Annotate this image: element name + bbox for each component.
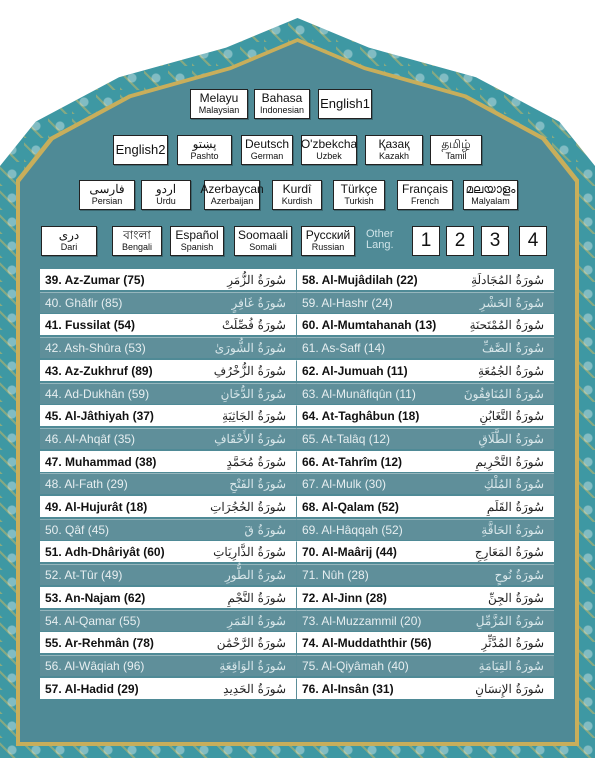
table-row xyxy=(40,496,554,517)
page-number-button[interactable]: 2 xyxy=(446,226,474,256)
surah-arabic-title: سُورَةُ الدُّخَانِ xyxy=(220,386,286,401)
surah-name: 39. Az-Zumar (75) xyxy=(45,273,145,287)
surah-name: 73. Al-Muzzammil (20) xyxy=(302,613,422,628)
surah-name: 46. Al-Ahqâf (35) xyxy=(45,431,136,446)
surah-name: 43. Az-Zukhruf (89) xyxy=(45,363,153,378)
surah-arabic-title: سُورَةُ المَعَارِجِ xyxy=(474,545,544,560)
language-english-name: Dari xyxy=(60,242,78,253)
language-native-name: O'zbekcha xyxy=(300,137,358,152)
surah-entry[interactable] xyxy=(297,587,554,608)
surah-arabic-title: سُورَةُ المُدَّثِّرِ xyxy=(481,636,544,651)
surah-name: 42. Ash-Shûra (53) xyxy=(45,341,146,356)
surah-name: 45. Al-Jâthiyah (37) xyxy=(45,409,154,424)
table-row xyxy=(40,292,554,313)
surah-arabic-title: سُورَةُ الإِنسَانِ xyxy=(475,681,544,696)
surah-arabic-title: سُورَةُ الحَشْرِ xyxy=(479,295,544,310)
surah-entry[interactable] xyxy=(40,383,297,404)
language-button[interactable] xyxy=(333,180,385,210)
language-native-name: Русский xyxy=(305,228,351,243)
language-button[interactable] xyxy=(113,135,168,165)
surah-entry[interactable] xyxy=(40,269,297,290)
surah-name: 44. Ad-Dukhân (59) xyxy=(45,386,150,401)
language-button[interactable] xyxy=(234,226,292,256)
language-button[interactable] xyxy=(254,89,310,119)
table-row xyxy=(40,632,554,653)
surah-arabic-title: سُورَةُ المُجَادلَةِ xyxy=(471,273,544,287)
surah-arabic-title: سُورَةُ الذَّارِيَاتِ xyxy=(213,545,286,560)
language-native-name: دری xyxy=(58,228,80,243)
table-row xyxy=(40,428,554,449)
surah-name: 51. Adh-Dhâriyât (60) xyxy=(45,545,165,560)
language-native-name: پښتو xyxy=(192,137,217,152)
language-english-name: Persian xyxy=(91,196,123,207)
surah-arabic-title: سُورَةُ الوَاقِعَةِ xyxy=(219,658,286,673)
surah-entry[interactable] xyxy=(40,610,297,631)
language-button[interactable] xyxy=(272,180,322,210)
table-row xyxy=(40,519,554,540)
surah-name: 47. Muhammad (38) xyxy=(45,454,157,469)
surah-entry[interactable] xyxy=(40,587,297,608)
surah-name: 54. Al-Qamar (55) xyxy=(45,613,141,628)
language-native-name: Français xyxy=(401,182,448,197)
language-button[interactable] xyxy=(112,226,162,256)
surah-arabic-title: سُورَةُ الصَّفِّ xyxy=(482,341,544,356)
surah-arabic-title: سُورَةُ الحَاقَّةِ xyxy=(481,522,544,537)
language-english-name: Indonesian xyxy=(259,105,305,116)
surah-name: 58. Al-Mujâdilah (22) xyxy=(302,273,418,287)
page-number-button[interactable]: 4 xyxy=(519,226,547,256)
surah-name: 55. Ar-Rehmân (78) xyxy=(45,636,154,651)
table-row xyxy=(40,473,554,494)
language-english-name: French xyxy=(410,196,439,207)
surah-arabic-title: سُورَةُ نُوحٍ xyxy=(494,568,544,583)
language-button[interactable] xyxy=(463,180,518,210)
surah-entry[interactable] xyxy=(297,314,554,335)
table-row xyxy=(40,269,554,290)
language-button[interactable] xyxy=(177,135,232,165)
surah-arabic-title: سُورَةُ قٓ xyxy=(244,522,286,537)
surah-arabic-title: سُورَةُ التَّغَابُنِ xyxy=(479,409,544,424)
table-row xyxy=(40,564,554,585)
surah-arabic-title: سُورَةُ الجَاثِيَةِ xyxy=(222,409,286,424)
surah-arabic-title: سُورَةُ القَلَمِ xyxy=(486,500,544,514)
surah-arabic-title: سُورَةُ المُزَّمِّلِ xyxy=(475,613,544,628)
surah-name: 61. As-Saff (14) xyxy=(302,341,386,356)
language-button[interactable] xyxy=(365,135,423,165)
surah-name: 68. Al-Qalam (52) xyxy=(302,500,399,514)
surah-entry[interactable] xyxy=(297,519,554,540)
language-button[interactable] xyxy=(318,89,372,119)
language-english-name: Kazakh xyxy=(378,151,410,162)
language-native-name: Türkçe xyxy=(340,182,378,197)
surah-entry[interactable] xyxy=(297,496,554,517)
language-english-name: Tamil xyxy=(445,151,467,162)
surah-arabic-title: سُورَةُ الزُّخْرُفِ xyxy=(213,363,286,378)
language-native-name: اردو xyxy=(155,182,177,197)
language-button[interactable] xyxy=(200,180,264,210)
surah-entry[interactable] xyxy=(40,405,297,426)
surah-arabic-title: سُورَةُ المُمْتَحنَةِ xyxy=(469,318,544,333)
surah-entry[interactable] xyxy=(297,678,554,699)
surah-arabic-title: سُورَةُ القَمَرِ xyxy=(227,613,286,628)
language-english-name: Russian xyxy=(311,242,345,253)
language-native-name: বাংলা xyxy=(123,228,151,243)
language-button[interactable] xyxy=(41,226,97,256)
other-languages-label xyxy=(366,229,406,255)
surah-name: 48. Al-Fath (29) xyxy=(45,477,128,492)
table-row xyxy=(40,314,554,335)
surah-name: 57. Al-Hadid (29) xyxy=(45,681,139,696)
language-native-name: Español xyxy=(175,228,219,243)
surah-arabic-title: سُورَةُ الجِنِّ xyxy=(487,590,544,605)
language-native-name: English2 xyxy=(115,142,166,158)
surah-name: 53. An-Najam (62) xyxy=(45,590,146,605)
surah-entry[interactable] xyxy=(40,655,297,676)
language-english-name: Malyalam xyxy=(471,196,510,207)
surah-name: 71. Nûh (28) xyxy=(302,568,369,583)
table-row xyxy=(40,610,554,631)
surah-name: 52. At-Tûr (49) xyxy=(45,568,123,583)
language-button[interactable] xyxy=(79,180,135,210)
surah-entry[interactable] xyxy=(40,428,297,449)
surah-entry[interactable] xyxy=(40,473,297,494)
language-native-name: فارسی xyxy=(89,182,125,197)
surah-entry[interactable] xyxy=(40,337,297,358)
surah-name: 67. Al-Mulk (30) xyxy=(302,477,387,492)
surah-entry[interactable] xyxy=(297,655,554,676)
language-button[interactable] xyxy=(190,89,248,119)
surah-name: 69. Al-Hâqqah (52) xyxy=(302,522,403,537)
surah-name: 60. Al-Mumtahanah (13) xyxy=(302,318,437,333)
surah-arabic-title: سُورَةُ الزُّمَرِ xyxy=(227,273,286,287)
surah-arabic-title: سُورَةُ مُحَمَّدٍ xyxy=(226,454,286,469)
surah-entry[interactable] xyxy=(40,496,297,517)
language-english-name: Azerbaijan xyxy=(210,196,254,207)
surah-name: 41. Fussilat (54) xyxy=(45,318,136,333)
surah-entry[interactable] xyxy=(297,610,554,631)
table-row xyxy=(40,587,554,608)
surah-name: 62. Al-Jumuah (11) xyxy=(302,363,408,378)
table-row xyxy=(40,405,554,426)
surah-name: 63. Al-Munâfiqûn (11) xyxy=(302,386,416,401)
surah-arabic-title: سُورَةُ الطُّورِ xyxy=(225,568,286,583)
other-label-line2: Lang. xyxy=(366,239,394,251)
surah-arabic-title: سُورَةُ فُصِّلَتْ xyxy=(221,318,286,333)
surah-entry[interactable] xyxy=(297,360,554,381)
language-native-name: Kurdî xyxy=(282,182,312,197)
surah-entry[interactable] xyxy=(297,564,554,585)
surah-entry[interactable] xyxy=(297,383,554,404)
surah-arabic-title: سُورَةُ الحُجُرَاتِ xyxy=(210,500,286,514)
table-row xyxy=(40,655,554,676)
table-row xyxy=(40,360,554,381)
language-native-name: Deutsch xyxy=(244,137,290,152)
table-row xyxy=(40,541,554,562)
surah-arabic-title: سُورَةُ الجُمُعَةِ xyxy=(477,363,544,378)
language-native-name: Azerbaycan xyxy=(200,182,264,197)
language-english-name: Urdu xyxy=(156,196,176,207)
surah-arabic-title: سُورَةُ التَّحْرِيمِ xyxy=(475,454,544,469)
language-native-name: Қазақ xyxy=(378,137,410,152)
language-english-name: Spanish xyxy=(180,242,214,253)
language-button[interactable] xyxy=(241,135,293,165)
language-english-name: Malaysian xyxy=(198,105,240,116)
surah-entry[interactable] xyxy=(40,541,297,562)
surah-entry[interactable] xyxy=(40,564,297,585)
surah-arabic-title: سُورَةُ الطَّلَاقِ xyxy=(478,431,544,446)
surah-name: 76. Al-Insân (31) xyxy=(302,681,394,696)
language-english-name: Pashto xyxy=(190,151,219,162)
surah-name: 65. At-Talâq (12) xyxy=(302,431,391,446)
surah-name: 40. Ghâfir (85) xyxy=(45,295,123,310)
surah-entry[interactable] xyxy=(297,451,554,472)
surah-entry[interactable] xyxy=(297,405,554,426)
surah-entry[interactable] xyxy=(297,632,554,653)
surah-entry[interactable] xyxy=(40,519,297,540)
surah-arabic-title: سُورَةُ الأَحْقَافِ xyxy=(214,431,286,446)
language-button[interactable] xyxy=(170,226,224,256)
surah-entry[interactable] xyxy=(297,292,554,313)
surah-name: 72. Al-Jinn (28) xyxy=(302,590,387,605)
page-number-button[interactable]: 1 xyxy=(412,226,440,256)
surah-arabic-title: سُورَةُ المُنَافِقُونَ xyxy=(463,386,544,401)
surah-arabic-title: سُورَةُ غَافِرٍ xyxy=(231,295,286,310)
surah-arabic-title: سُورَةُ الفَتْحِ xyxy=(229,477,286,492)
language-english-name: Somali xyxy=(249,242,277,253)
table-row xyxy=(40,451,554,472)
language-english-name: Kurdish xyxy=(281,196,313,207)
surah-entry[interactable] xyxy=(40,292,297,313)
surah-entry[interactable] xyxy=(40,451,297,472)
surah-arabic-title: سُورَةُ المُلْكِ xyxy=(483,477,544,492)
surah-name: 66. At-Tahrîm (12) xyxy=(302,454,403,469)
surah-entry[interactable] xyxy=(40,632,297,653)
surah-entry[interactable] xyxy=(40,360,297,381)
surah-name: 70. Al-Maârij (44) xyxy=(302,545,397,560)
surah-name: 74. Al-Muddaththir (56) xyxy=(302,636,432,651)
language-native-name: Bahasa xyxy=(261,91,303,106)
language-english-name: German xyxy=(250,151,284,162)
surah-arabic-title: سُورَةُ النَّجْمِ xyxy=(227,590,286,605)
language-native-name: Soomaali xyxy=(237,228,289,243)
language-button[interactable] xyxy=(397,180,453,210)
language-english-name: Bengali xyxy=(121,242,153,253)
language-native-name: தமிழ் xyxy=(441,137,471,152)
surah-entry[interactable] xyxy=(297,269,554,290)
surah-entry[interactable] xyxy=(40,314,297,335)
language-button[interactable] xyxy=(301,226,355,256)
surah-arabic-title: سُورَةُ الرَّحْمَٰن xyxy=(216,636,286,651)
surah-entry[interactable] xyxy=(297,541,554,562)
table-row xyxy=(40,383,554,404)
table-row xyxy=(40,337,554,358)
page-number-button[interactable]: 3 xyxy=(481,226,509,256)
surah-arabic-title: سُورَةُ القِيَامَةِ xyxy=(478,658,544,673)
surah-entry[interactable] xyxy=(40,678,297,699)
surah-name: 75. Al-Qiyâmah (40) xyxy=(302,658,409,673)
surah-entry[interactable] xyxy=(297,428,554,449)
language-native-name: Melayu xyxy=(199,91,239,106)
table-row xyxy=(40,678,554,699)
surah-name: 50. Qâf (45) xyxy=(45,522,110,537)
language-button[interactable] xyxy=(141,180,191,210)
surah-name: 64. At-Taghâbun (18) xyxy=(302,409,420,424)
surah-name: 49. Al-Hujurât (18) xyxy=(45,500,148,514)
language-button[interactable] xyxy=(301,135,357,165)
language-button[interactable] xyxy=(430,135,482,165)
surah-entry[interactable] xyxy=(297,473,554,494)
language-english-name: Turkish xyxy=(344,196,374,207)
surah-arabic-title: سُورَةُ الحَدِيدِ xyxy=(223,681,286,696)
language-native-name: English1 xyxy=(320,96,370,112)
surah-arabic-title: سُورَةُ الشُّورَىٰ xyxy=(214,341,286,356)
surah-entry[interactable] xyxy=(297,337,554,358)
surah-name: 56. Al-Wâqiah (96) xyxy=(45,658,145,673)
other-label-line1: Other xyxy=(366,228,394,240)
language-native-name: മലയാളം xyxy=(465,182,516,197)
language-english-name: Uzbek xyxy=(316,151,342,162)
surah-name: 59. Al-Hashr (24) xyxy=(302,295,393,310)
